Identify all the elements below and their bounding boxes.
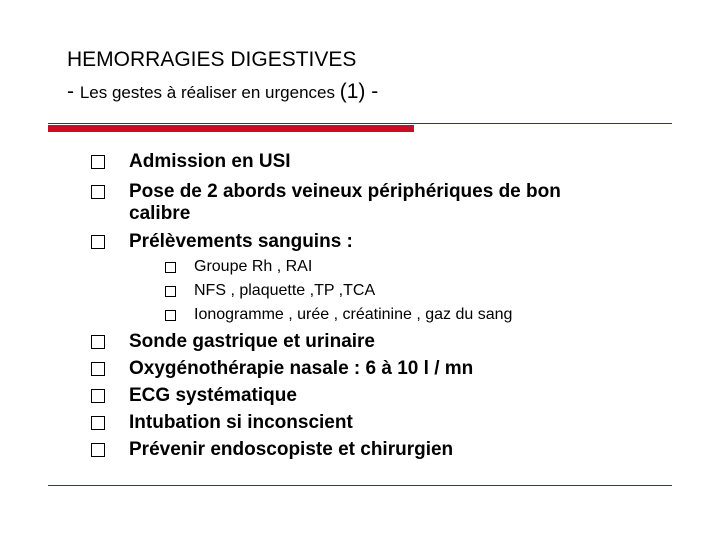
footer-divider — [48, 485, 672, 486]
list-item-text: Intubation si inconscient — [129, 412, 353, 433]
square-bullet-icon — [91, 185, 105, 199]
sub-list-item-text: Ionogramme , urée , créatinine , gaz du sang — [194, 306, 513, 323]
square-bullet-icon — [91, 443, 105, 457]
slide-subtitle — [67, 79, 378, 107]
square-bullet-icon — [91, 235, 105, 249]
list-item-continuation: calibre — [129, 203, 191, 224]
sub-list-item-text: NFS , plaquette ,TP ,TCA — [194, 282, 376, 299]
square-bullet-icon — [91, 416, 105, 430]
list-item-text: Pose de 2 abords veineux périphériques de bon — [129, 181, 561, 202]
square-bullet-icon — [91, 335, 105, 349]
square-bullet-icon — [91, 389, 105, 403]
list-item-text: Prélèvements sanguins : — [129, 231, 353, 252]
list-item-text: Oxygénothérapie nasale : 6 à 10 l / mn — [129, 358, 474, 379]
sub-list-item-text: Groupe Rh , RAI — [194, 258, 313, 275]
title-divider-thin — [48, 123, 672, 124]
list-item-text: Prévenir endoscopiste et chirurgien — [129, 439, 454, 460]
square-bullet-icon — [91, 155, 105, 169]
list-item-text: Admission en USI — [129, 151, 291, 172]
subtitle-text: Les gestes à réaliser en urgences — [79, 83, 340, 102]
square-bullet-icon — [165, 262, 176, 273]
square-bullet-icon — [165, 286, 176, 297]
title-divider-thick — [48, 125, 414, 132]
subtitle-number: (1) - — [339, 80, 379, 103]
list-item-text: Sonde gastrique et urinaire — [129, 331, 375, 352]
square-bullet-icon — [165, 310, 176, 321]
subtitle-dash: - — [67, 80, 80, 103]
list-item-text: ECG systématique — [129, 385, 297, 406]
square-bullet-icon — [91, 362, 105, 376]
slide-title: HEMORRAGIES DIGESTIVES — [67, 48, 357, 71]
